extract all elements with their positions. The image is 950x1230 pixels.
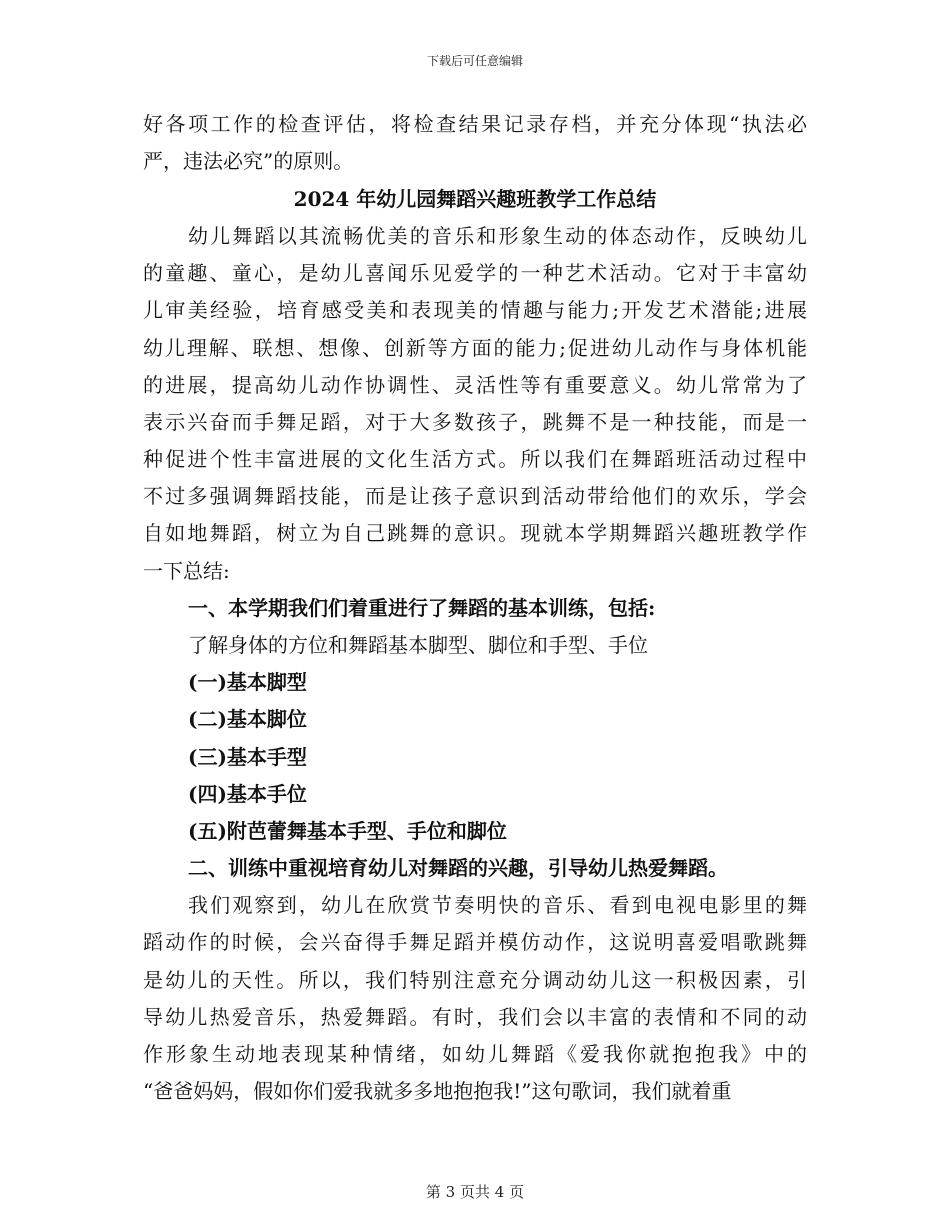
body-line-9: 种促进个性丰富进展的文化生活方式。所以我们在舞蹈班活动过程中 [143, 447, 807, 471]
body-line-13: 了解身体的方位和舞蹈基本脚型、脚位和手型、手位 [188, 633, 648, 657]
body-line-1: 好各项工作的检查评估，将检查结果记录存档，并充分体现“执法必 [143, 112, 807, 136]
body-line-8: 表示兴奋而手舞足蹈，对于大多数孩子，跳舞不是一种技能，而是一 [143, 410, 807, 434]
page-number: 第 3 页共 4 页 [425, 1183, 525, 1201]
body-line-18: 作形象生动地表现某种情绪，如幼儿舞蹈《爱我你就抱抱我》中的 [143, 1042, 807, 1066]
body-line-3: 幼儿舞蹈以其流畅优美的音乐和形象生动的体态动作，反映幼儿 [188, 224, 807, 248]
list-item-3: (三)基本手型 [188, 745, 307, 769]
body-line-5: 儿审美经验，培育感受美和表现美的情趣与能力;开发艺术潜能;进展 [143, 298, 807, 322]
section-title: 2024 年幼儿园舞蹈兴趣班教学工作总结 [293, 187, 657, 211]
body-line-12: 一下总结: [143, 559, 230, 583]
body-line-16: 是幼儿的天性。所以，我们特别注意充分调动幼儿这一积极因素，引 [143, 968, 807, 992]
body-line-10: 不过多强调舞蹈技能，而是让孩子意识到活动带给他们的欢乐，学会 [143, 484, 807, 508]
body-line-15: 蹈动作的时候，会兴奋得手舞足蹈并模仿动作，这说明喜爱唱歌跳舞 [143, 930, 807, 954]
body-line-7: 的进展，提高幼儿动作协调性、灵活性等有重要意义。幼儿常常为了 [143, 373, 807, 397]
list-item-4: (四)基本手位 [188, 782, 307, 806]
section-heading-1: 一、本学期我们们着重进行了舞蹈的基本训练，包括: [188, 596, 656, 620]
body-line-14: 我们观察到，幼儿在欣赏节奏明快的音乐、看到电视电影里的舞 [188, 893, 807, 917]
body-line-19: “爸爸妈妈，假如你们爱我就多多地抱抱我!”这句歌词，我们就着重 [143, 1079, 732, 1103]
list-item-2: (二)基本脚位 [188, 707, 307, 731]
list-item-5: (五)附芭蕾舞基本手型、手位和脚位 [188, 819, 507, 843]
list-item-1: (一)基本脚型 [188, 670, 307, 694]
body-line-11: 自如地舞蹈，树立为自己跳舞的意识。现就本学期舞蹈兴趣班教学作 [143, 521, 807, 545]
body-line-4: 的童趣、童心，是幼儿喜闻乐见爱学的一种艺术活动。它对于丰富幼 [143, 261, 807, 285]
body-line-6: 幼儿理解、联想、想像、创新等方面的能力;促进幼儿动作与身体机能 [143, 336, 807, 360]
body-line-17: 导幼儿热爱音乐，热爱舞蹈。有时，我们会以丰富的表情和不同的动 [143, 1005, 807, 1029]
page-header: 下载后可任意编辑 [426, 54, 523, 68]
section-heading-2: 二、训练中重视培育幼儿对舞蹈的兴趣，引导幼儿热爱舞蹈。 [188, 856, 728, 880]
body-line-2: 严，违法必究”的原则。 [143, 149, 354, 173]
